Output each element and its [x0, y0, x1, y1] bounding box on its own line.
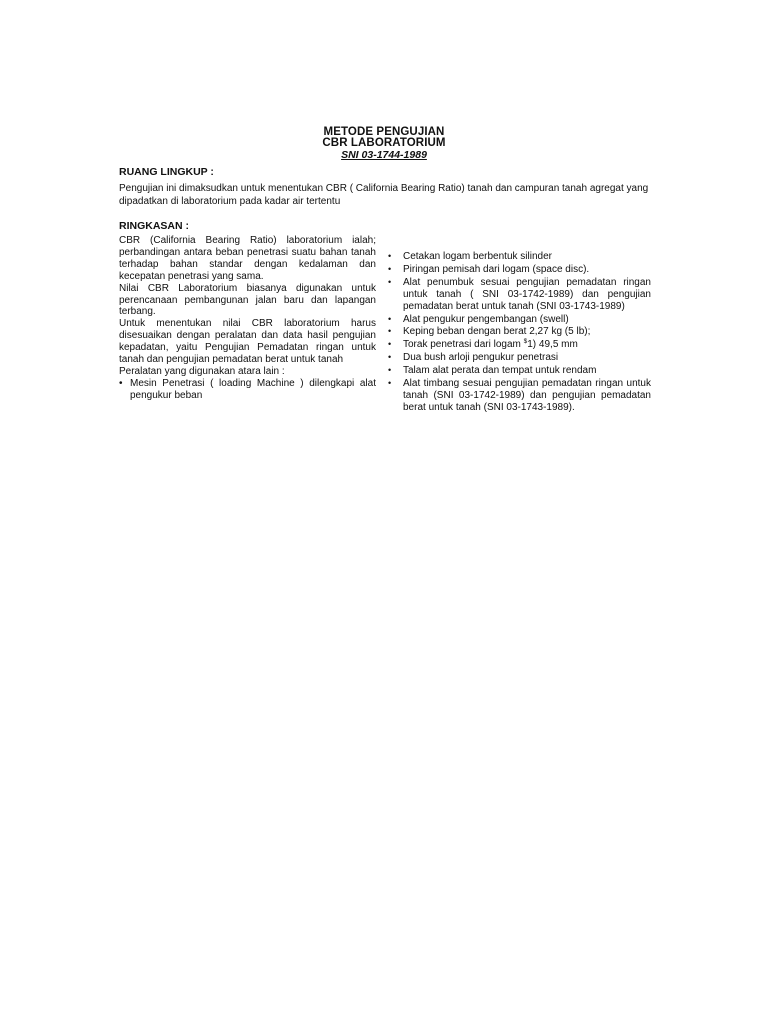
summary-paragraph-1: CBR (California Bearing Ratio) laboratorium ialah; perbandingan antara beban penetrasi suatu bahan tanah terhadap bahan standar dengan kedalaman dan kecepatan penetrasi yang sama.	[119, 235, 376, 282]
equipment-item-text: Talam alat perata dan tempat untuk rendam	[403, 365, 597, 377]
list-item	[388, 277, 651, 313]
bullet-icon: •	[388, 326, 392, 337]
summary-paragraph-3: Untuk menentukan nilai CBR laboratorium harus disesuaikan dengan peralatan dan data hasil pengujian kepadatan, yaitu Pengujian Pemadatan ringan untuk tanah dan pengujian pemadatan berat untuk tanah	[119, 318, 376, 366]
list-item	[388, 251, 651, 263]
list-item	[388, 314, 651, 326]
list-item	[388, 378, 651, 414]
summary-left-column	[119, 235, 376, 402]
bullet-icon: •	[388, 276, 392, 287]
equipment-item-text: Alat pengukur pengembangan (swell)	[403, 313, 569, 325]
document-title	[0, 127, 768, 161]
torak-text-after: 1) 49,5 mm	[527, 339, 578, 351]
summary-heading: RINGKASAN :	[119, 220, 189, 232]
standard-number: SNI 03-1744-1989	[341, 149, 427, 161]
bullet-icon: •	[388, 313, 392, 324]
equipment-item-text: Alat penumbuk sesuai pengujian pemadatan ringan untuk tanah ( SNI 03-1742-1989) dan pengujian pemadatan berat untuk tanah (SNI 03-1743-1989)	[403, 276, 651, 312]
bullet-icon: •	[388, 251, 392, 261]
equipment-item-text: Dua bush arloji pengukur penetrasi	[403, 352, 559, 364]
equipment-item-text: Cetakan logam berbentuk silinder	[403, 251, 552, 262]
equipment-item-text: Keping beban dengan berat 2,27 kg (5 lb);	[403, 326, 591, 338]
torak-superscript: $	[523, 338, 528, 346]
list-item	[119, 378, 376, 402]
torak-text-before: Torak penetrasi dari logam	[403, 339, 524, 351]
equipment-list-column	[388, 251, 651, 415]
scope-heading: RUANG LINGKUP :	[119, 166, 214, 178]
list-item	[388, 264, 651, 276]
equipment-item-text: Piringan pemisah dari logam (space disc).	[403, 263, 590, 275]
equipment-list	[388, 251, 651, 414]
list-item	[388, 339, 651, 351]
bullet-icon: •	[388, 263, 392, 274]
list-item	[388, 326, 651, 338]
bullet-icon: •	[388, 365, 392, 376]
equipment-item-text: Mesin Penetrasi ( loading Machine ) dilengkapi alat pengukur beban	[130, 377, 376, 401]
summary-paragraph-2: Nilai CBR Laboratorium biasanya digunakan untuk perencanaan pembangunan jalan baru dan lapangan terbang.	[119, 282, 376, 318]
bullet-icon: •	[388, 378, 392, 389]
bullet-icon: •	[388, 339, 392, 350]
title-line-1: METODE PENGUJIAN	[323, 126, 445, 138]
scope-text: Pengujian ini dimaksudkan untuk menentukan CBR ( California Bearing Ratio) tanah dan campuran tanah agregat yang dipadatkan di laboratorium pada kadar air tertentu	[119, 183, 649, 207]
list-item	[388, 352, 651, 364]
list-item	[388, 365, 651, 377]
bullet-icon: •	[119, 377, 123, 389]
bullet-icon: •	[388, 352, 392, 363]
title-line-2: CBR LABORATORIUM	[322, 137, 446, 149]
summary-paragraph-4: Peralatan yang digunakan atara lain :	[119, 365, 285, 377]
equipment-item-text: Alat timbang sesuai pengujian pemadatan ringan untuk tanah (SNI 03-1742-1989) dan pengujian pemadatan berat untuk tanah (SNI 03-1743-1989).	[403, 378, 651, 413]
